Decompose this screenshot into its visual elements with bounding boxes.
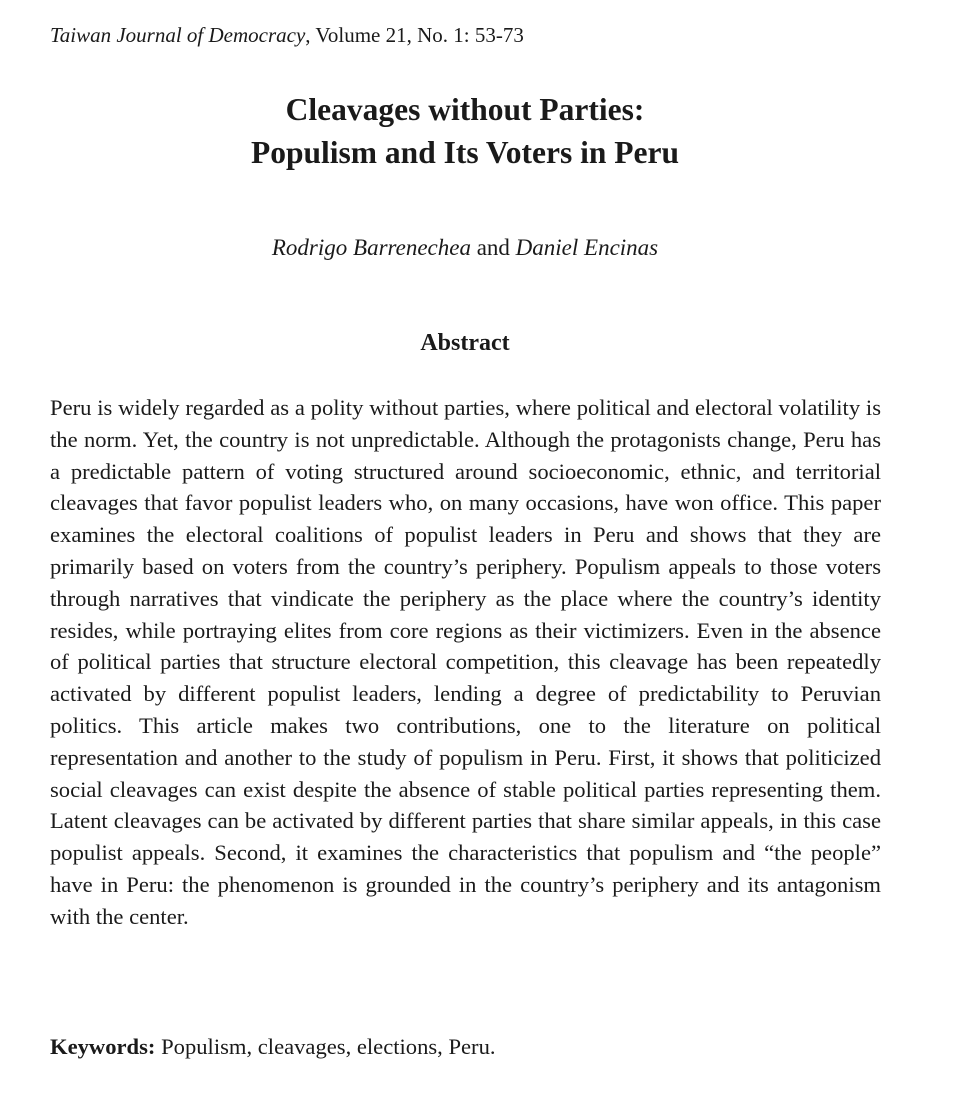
abstract-body: Peru is widely regarded as a polity without parties, where political and electoral volatility is the norm. Yet, the country is not unpredictable. Although the protagonists change, Peru has a predictable pattern of voting structured around socioeconomic, ethnic, and territorial cleavages that favor populist leaders who, on many occasions, have won office. This paper examines the electoral coalitions of populist leaders in Peru and shows that they are primarily based on voters from the country’s periphery. Populism appeals to those voters through narratives that vindicate the periphery as the place where the country’s identity resides, while portraying elites from core regions as their victimizers. Even in the absence of political parties that structure electoral competition, this cleavage has been repeatedly activated by different populist leaders, lending a degree of predictability to Peruvian politics. This article makes two contributions, one to the literature on political representation and another to the study of populism in Peru. First, it shows that politicized social cleavages can exist despite the absence of stable political parties representing them. Latent cleavages can be activated by different parties that share similar appeals, in this case populist appeals. Second, it examines the characteristics that populism and “the people” have in Peru: the phenomenon is grounded in the country’s periphery and its antagonism with the center. bbox=[50, 395, 881, 929]
journal-issue: , Volume 21, No. 1: 53-73 bbox=[305, 23, 524, 47]
keywords-value: Populism, cleavages, elections, Peru. bbox=[155, 1034, 496, 1059]
author-line bbox=[0, 232, 930, 264]
abstract-heading: Abstract bbox=[420, 330, 510, 356]
paper-title bbox=[0, 88, 930, 174]
running-header bbox=[50, 21, 524, 49]
author-1: Rodrigo Barrenechea bbox=[271, 235, 471, 260]
keywords-line bbox=[50, 1031, 881, 1063]
author-connector: and bbox=[470, 235, 516, 260]
journal-name: Taiwan Journal of Democracy bbox=[50, 23, 306, 47]
title-line-2: Populism and Its Voters in Peru bbox=[251, 135, 679, 170]
title-line-1: Cleavages without Parties: bbox=[285, 92, 645, 127]
keywords-label: Keywords: bbox=[50, 1034, 156, 1059]
author-2: Daniel Encinas bbox=[515, 235, 659, 260]
